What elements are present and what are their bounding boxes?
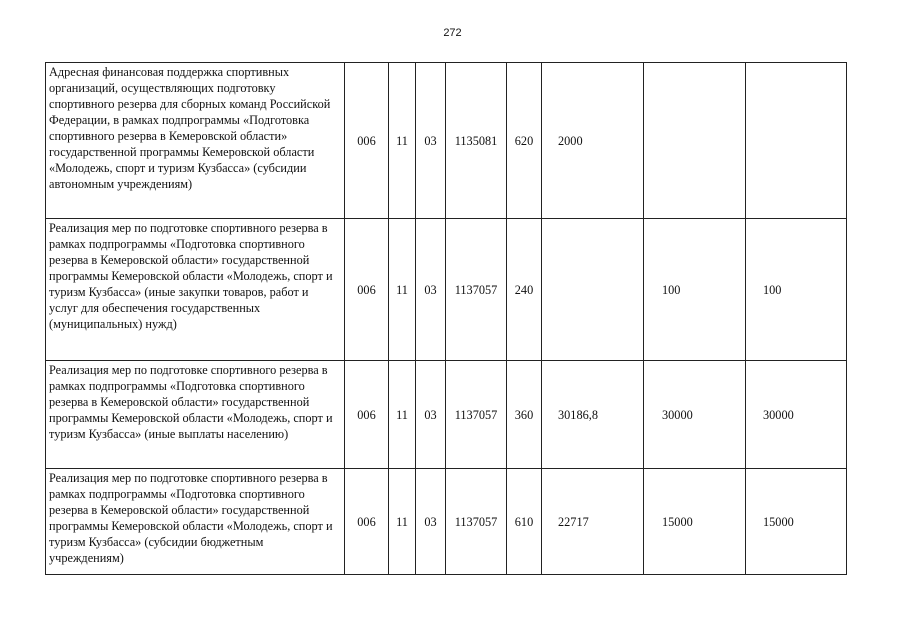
target-item-code: 1135081 — [446, 63, 507, 219]
row-description: Реализация мер по подготовке спортивного резерва в рамках подпрограммы «Подготовка спортивного резерва в Кемеровской области» государственной программы Кемеровской области «Молодежь, спорт и туризм Кузбасса» (субсидии бюджетным учреждениям) — [46, 469, 345, 575]
page-number: 272 — [443, 27, 462, 39]
table-row — [46, 361, 847, 469]
budget-table — [45, 62, 847, 575]
expense-type-code: 360 — [507, 361, 542, 469]
ministry-code: 006 — [345, 219, 389, 361]
amount-year-3: 100 — [746, 219, 847, 361]
section-code: 11 — [389, 361, 416, 469]
target-item-code: 1137057 — [446, 469, 507, 575]
subsection-code: 03 — [416, 469, 446, 575]
expense-type-code: 620 — [507, 63, 542, 219]
row-description: Реализация мер по подготовке спортивного резерва в рамках подпрограммы «Подготовка спортивного резерва в Кемеровской области» государственной программы Кемеровской области «Молодежь, спорт и туризм Кузбасса» (иные выплаты населению) — [46, 361, 345, 469]
amount-year-2: 30000 — [644, 361, 746, 469]
subsection-code: 03 — [416, 219, 446, 361]
amount-year-3 — [746, 63, 847, 219]
table-row — [46, 63, 847, 219]
ministry-code: 006 — [345, 361, 389, 469]
section-code: 11 — [389, 219, 416, 361]
subsection-code: 03 — [416, 63, 446, 219]
amount-year-2: 15000 — [644, 469, 746, 575]
section-code: 11 — [389, 63, 416, 219]
amount-year-1: 22717 — [542, 469, 644, 575]
ministry-code: 006 — [345, 63, 389, 219]
amount-year-1: 2000 — [542, 63, 644, 219]
table-row — [46, 219, 847, 361]
ministry-code: 006 — [345, 469, 389, 575]
row-description: Адресная финансовая поддержка спортивных организаций, осуществляющих подготовку спортивного резерва для сборных команд Российской Федерации, в рамках подпрограммы «Подготовка спортивного резерва в Кемеровской области» государственной программы Кемеровской области «Молодежь, спорт и туризм Кузбасса» (субсидии автономным учреждениям) — [46, 63, 345, 219]
section-code: 11 — [389, 469, 416, 575]
subsection-code: 03 — [416, 361, 446, 469]
row-description: Реализация мер по подготовке спортивного резерва в рамках подпрограммы «Подготовка спортивного резерва в Кемеровской области» государственной программы Кемеровской области «Молодежь, спорт и туризм Кузбасса» (иные закупки товаров, работ и услуг для обеспечения государственных (муниципальных) нужд) — [46, 219, 345, 361]
amount-year-3: 15000 — [746, 469, 847, 575]
amount-year-1: 30186,8 — [542, 361, 644, 469]
amount-year-1 — [542, 219, 644, 361]
expense-type-code: 610 — [507, 469, 542, 575]
amount-year-2: 100 — [644, 219, 746, 361]
amount-year-2 — [644, 63, 746, 219]
target-item-code: 1137057 — [446, 361, 507, 469]
amount-year-3: 30000 — [746, 361, 847, 469]
target-item-code: 1137057 — [446, 219, 507, 361]
table-row — [46, 469, 847, 575]
expense-type-code: 240 — [507, 219, 542, 361]
